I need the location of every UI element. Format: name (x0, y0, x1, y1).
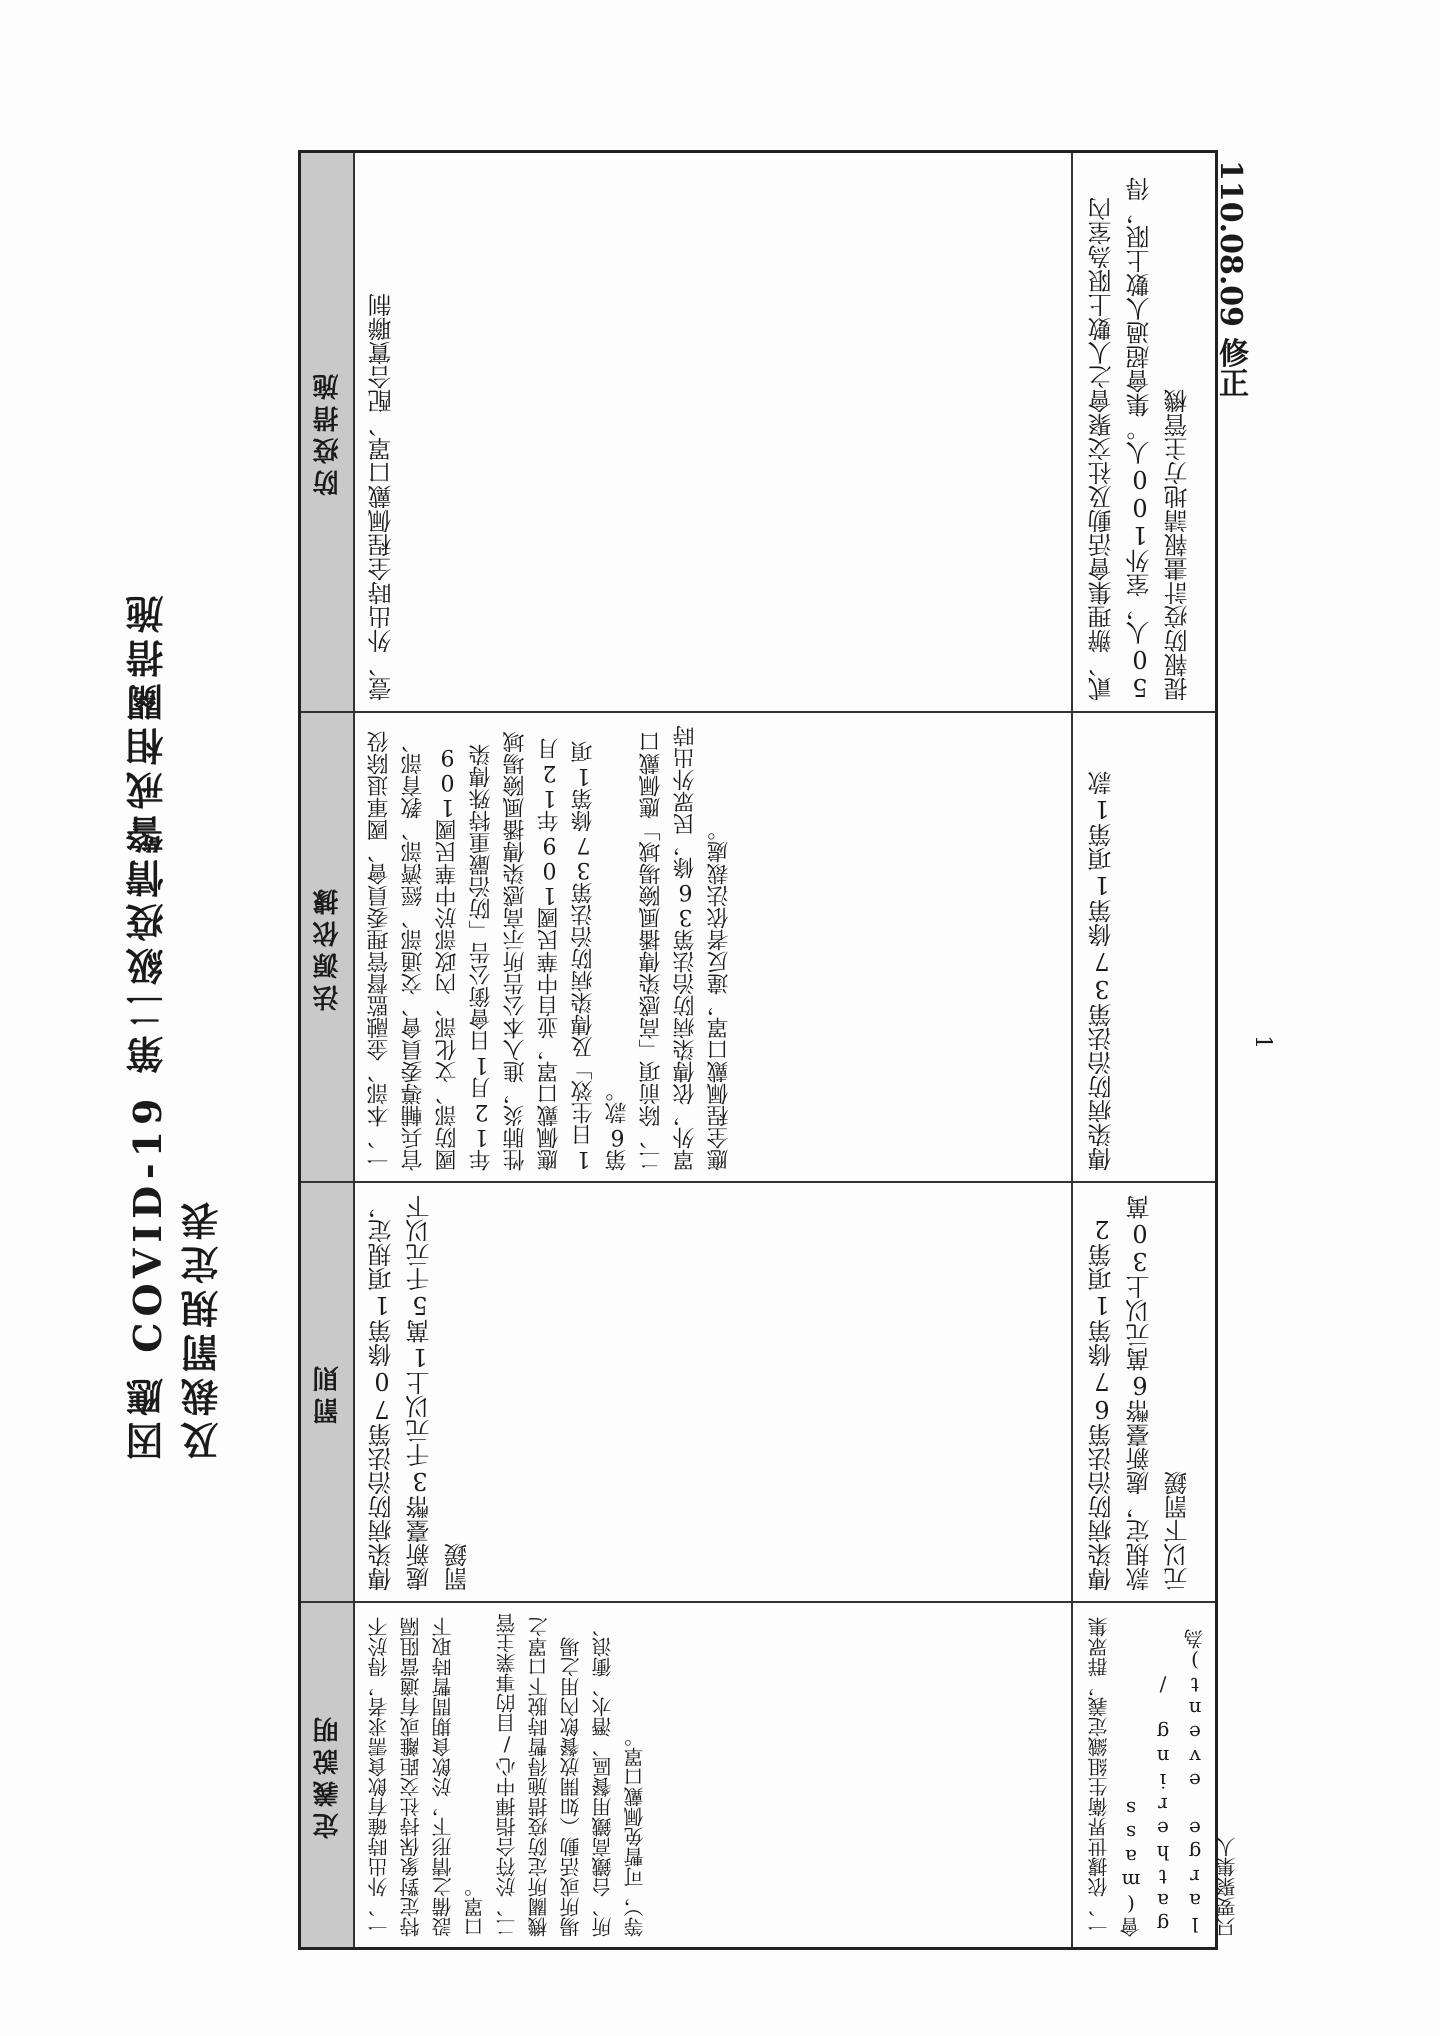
cell-definition-row2: 一、依據世界衛生組織定義，群眾集會(mass gathering / large event)為只要聚集人 (1087, 1617, 1239, 1937)
header-penalty: 罰則 (301, 1183, 355, 1601)
cell-measure-row1: 壹、外出時全程佩戴口罩、配合實聯制 (368, 293, 396, 701)
cell-definition-row1: 一、外出時確有飲食需求者，得於不特定對象保持社交距離或有適當阻隔設備之情形下，於飲食期間暫時取下口罩。 二、於符合指揮中心/目的事業主管機關所定防疫措施得暫時脫下口罩之場所或活動（如開放餐飲內用之場所、台鐵高鐵用餐區、潛水、衝浪、等），可暫免佩戴口罩。 (367, 1613, 647, 1937)
header-definition: 定義說明 (301, 1603, 355, 1947)
column-penalty (301, 1183, 1215, 1603)
cell-legal-basis-row1: 一、本部、金融監督管理委員會、國軍退除役官兵輔導委員會、交通部、經濟部、教育部、國防部、文化部、內政部於中華民國109年12月1日會銜公告「防治嚴重特殊傳染性肺炎，進入本公告所示高感染傳播風險場域應佩戴口罩，並自中華民國109年12月1日生效」及傳染病防治法第37條第1項第6款。 二、除前項「高感染傳播風險場域」應佩戴口罩外，依傳染病防治法第36條，民眾外出時應全程佩戴口罩，違反者依法裁處。 (367, 725, 732, 1171)
column-definition (301, 1603, 1239, 1947)
page-number: 1 (1250, 1035, 1275, 1049)
header-measure: 防疫措施 (301, 153, 355, 711)
column-legal-basis (301, 713, 1215, 1183)
cell-penalty-row2: 傳染病防治法第67條第1項第2款規定，處新臺幣6萬元以上30萬元以下罰鍰 (1088, 1195, 1192, 1591)
document-title: 因應 COVID-19 第二級疫情警戒相關措施及裁罰規定表 (125, 589, 225, 1460)
revision-date: 110.08.09 修正 (1213, 160, 1248, 398)
cell-measure-row2: 貳、辦理集會活動及社交聚會之人數上限為室內50人，室外100人。集會超過人數上限，得提報防疫計畫報請地方主管機 (1088, 177, 1192, 701)
header-legal-basis: 法源依據 (301, 713, 355, 1181)
cell-penalty-row1: 傳染病防治法第70條第1項規定，處新臺幣3千元以上1萬5千元以下罰鍰 (368, 1195, 472, 1591)
cell-legal-basis-row2: 傳染病防治法第37條第1項第1款 (1088, 771, 1116, 1171)
column-measure (301, 153, 1215, 713)
